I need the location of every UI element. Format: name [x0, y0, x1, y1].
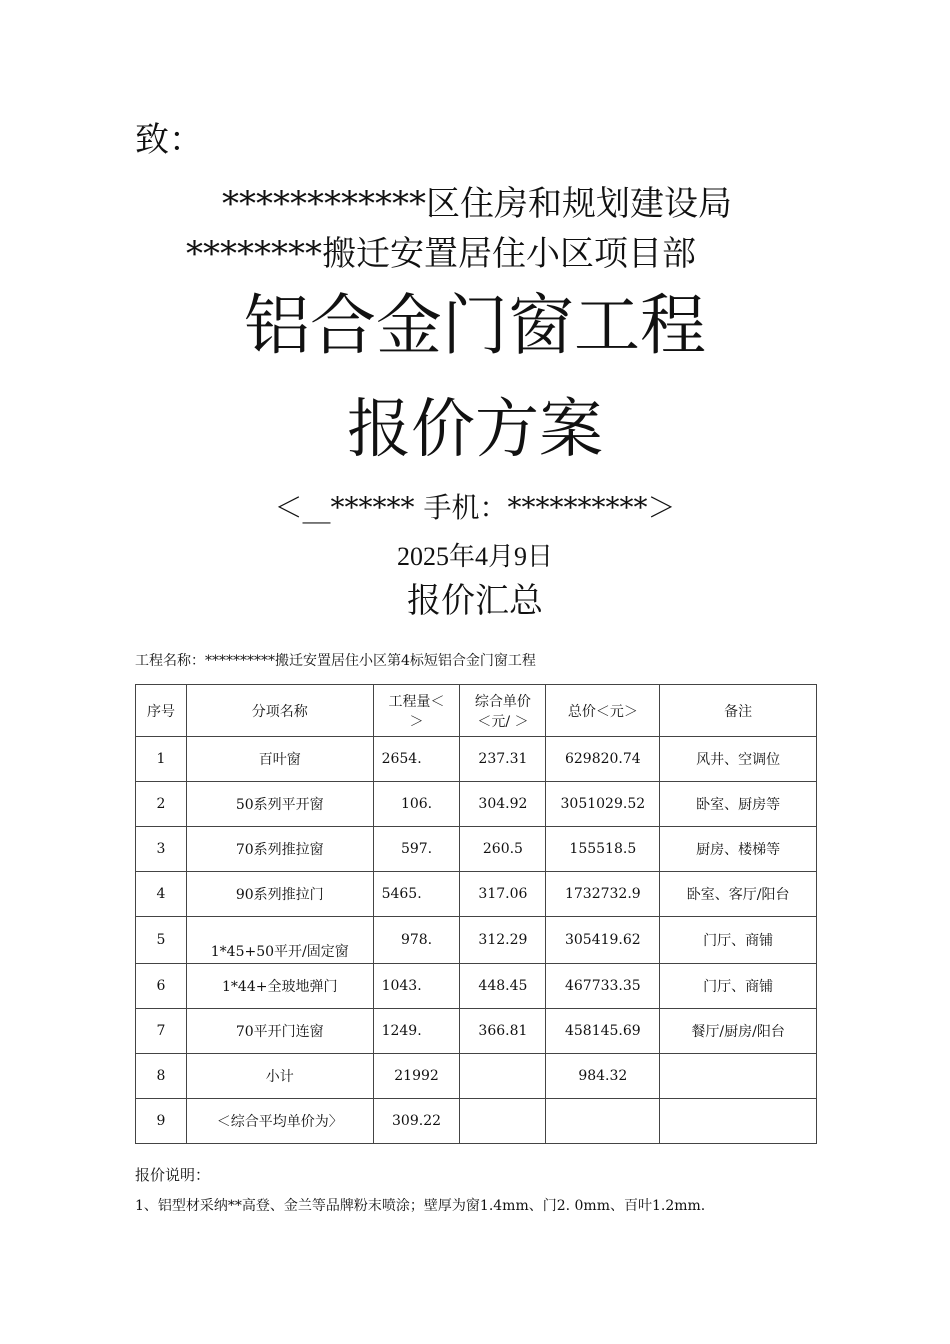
- cell-name: 70平开门连窗: [186, 1009, 373, 1054]
- notes-title: 报价说明：: [135, 1166, 211, 1184]
- table-row: [136, 917, 817, 964]
- cell-total: 155518.5: [546, 827, 660, 872]
- cell-note: 卧室、客厅/阳台: [660, 872, 817, 917]
- cell-name: 小计: [186, 1054, 373, 1099]
- cell-no: 4: [136, 872, 187, 917]
- cell-qty: 978.: [373, 917, 460, 964]
- table-header-row: [136, 685, 817, 737]
- table-row: [136, 1099, 817, 1144]
- summary-title: 报价汇总: [407, 581, 543, 621]
- cell-total: 629820.74: [546, 737, 660, 782]
- quote-table: [135, 684, 817, 1144]
- recipient-line-2: ********搬迁安置居住小区项目部: [186, 234, 696, 274]
- cell-unit: 312.29: [460, 917, 546, 964]
- addressee-label: 致：: [135, 120, 203, 160]
- cell-name: 百叶窗: [186, 737, 373, 782]
- cell-note: 风井、空调位: [660, 737, 817, 782]
- cell-qty: 5465.: [373, 872, 460, 917]
- cell-name: 50系列平开窗: [186, 782, 373, 827]
- cell-note: [660, 1099, 817, 1144]
- cell-total: 3051029.52: [546, 782, 660, 827]
- document-date: 2025年4月9日: [396, 542, 553, 571]
- cell-no: 1: [136, 737, 187, 782]
- cell-no: 3: [136, 827, 187, 872]
- header-unit-price-line-2: ＜元/ ＞: [477, 713, 529, 730]
- cell-total: 305419.62: [546, 917, 660, 964]
- table-row: [136, 782, 817, 827]
- cell-unit: 366.81: [460, 1009, 546, 1054]
- header-item-name: 分项名称: [186, 685, 373, 737]
- recipient-line-1-text: ************区住房和规划建设局: [222, 184, 732, 224]
- cell-qty: 309.22: [373, 1099, 460, 1144]
- cell-unit: 237.31: [460, 737, 546, 782]
- cell-no: 8: [136, 1054, 187, 1099]
- cell-no: 2: [136, 782, 187, 827]
- project-name: 工程名称：**********搬迁安置居住小区第4标短铝合金门窗工程: [135, 653, 536, 669]
- cell-qty: 1249.: [373, 1009, 460, 1054]
- cell-qty: 597.: [373, 827, 460, 872]
- contact-line: ＜__****** 手机：**********＞: [274, 491, 676, 524]
- header-unit-price-line-1: 综合单价: [474, 693, 531, 710]
- cell-name: 1*45+50平开/固定窗: [186, 917, 373, 964]
- cell-name: 70系列推拉窗: [186, 827, 373, 872]
- table-row: [136, 827, 817, 872]
- cell-note: 厨房、楼梯等: [660, 827, 817, 872]
- table-row: [136, 964, 817, 1009]
- cell-total: 1732732.9: [546, 872, 660, 917]
- cell-qty: 21992: [373, 1054, 460, 1099]
- cell-qty: 2654.: [373, 737, 460, 782]
- table-row: [136, 737, 817, 782]
- table-row: [136, 1009, 817, 1054]
- header-note: 备注: [660, 685, 817, 737]
- cell-no: 6: [136, 964, 187, 1009]
- cell-qty: 106.: [373, 782, 460, 827]
- cell-note: [660, 1054, 817, 1099]
- table-row: [136, 1054, 817, 1099]
- document-title-line-2: 报价方案: [347, 393, 603, 467]
- cell-unit: 317.06: [460, 872, 546, 917]
- header-quantity-line-1: 工程量＜: [388, 693, 445, 710]
- cell-total: 984.32: [546, 1054, 660, 1099]
- cell-unit: 260.5: [460, 827, 546, 872]
- header-total: 总价＜元＞: [546, 685, 660, 737]
- cell-total: [546, 1099, 660, 1144]
- document-title-line-1: 铝合金门窗工程: [244, 287, 706, 364]
- cell-unit: [460, 1054, 546, 1099]
- cell-name: 1*44+全玻地弹门: [186, 964, 373, 1009]
- cell-note: 门厅、商铺: [660, 917, 817, 964]
- header-no: 序号: [136, 685, 187, 737]
- table-row: [136, 872, 817, 917]
- cell-note: 餐厅/厨房/阳台: [660, 1009, 817, 1054]
- cell-note: 门厅、商铺: [660, 964, 817, 1009]
- header-quantity-line-2: ＞: [409, 713, 424, 730]
- recipient-line-1: [0, 176, 950, 225]
- cell-no: 7: [136, 1009, 187, 1054]
- cell-name: 90系列推拉门: [186, 872, 373, 917]
- cell-unit: 304.92: [460, 782, 546, 827]
- cell-total: 467733.35: [546, 964, 660, 1009]
- note-item: 1、铝型材采纳**高登、金兰等品牌粉末喷涂；壁厚为窗1.4mm、门2. 0mm、百叶1.2mm.: [135, 1198, 706, 1214]
- cell-no: 5: [136, 917, 187, 964]
- cell-name: ＜综合平均单价为〉: [186, 1099, 373, 1144]
- cell-unit: [460, 1099, 546, 1144]
- cell-unit: 448.45: [460, 964, 546, 1009]
- cell-note: 卧室、厨房等: [660, 782, 817, 827]
- header-unit-price: [460, 685, 546, 737]
- cell-qty: 1043.: [373, 964, 460, 1009]
- cell-total: 458145.69: [546, 1009, 660, 1054]
- cell-no: 9: [136, 1099, 187, 1144]
- header-quantity: [373, 685, 460, 737]
